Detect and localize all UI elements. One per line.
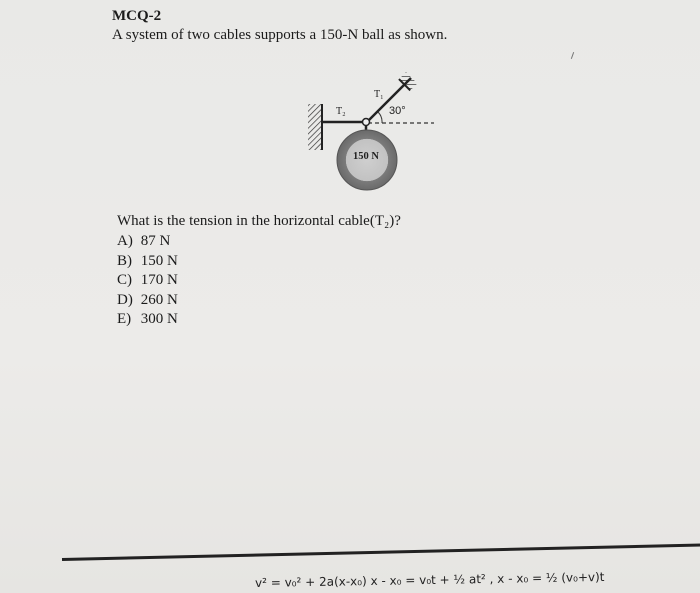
- answer-choices: [117, 232, 178, 330]
- t1-label: T₁: [374, 89, 384, 100]
- choice-c[interactable]: [117, 271, 178, 291]
- choice-text: 170 N: [140, 272, 178, 288]
- question-number: MCQ-2: [112, 8, 162, 24]
- junction-ring: [363, 119, 370, 126]
- question-prompt: What is the tension in the horizontal cable(T₂)?: [117, 213, 401, 229]
- choice-d[interactable]: [117, 291, 178, 311]
- pen-mark: [571, 52, 574, 59]
- angle-arc: [378, 112, 382, 123]
- choice-e[interactable]: [117, 310, 178, 330]
- choice-text: 87 N: [140, 233, 171, 249]
- t2-label: T₂: [336, 106, 346, 117]
- weight-label: 150 N: [353, 151, 379, 162]
- footer-divider: [62, 542, 700, 561]
- choice-b[interactable]: [117, 252, 178, 272]
- formula-strip: v² = v₀² + 2a(x-x₀) x - x₀ = v₀t + ½ at² , x - x₀ = ½ (v₀+v)t: [254, 569, 605, 591]
- angle-label: 30°: [389, 105, 406, 117]
- left-wall-support: [308, 104, 322, 150]
- choice-letter: B): [117, 252, 132, 269]
- cable-ball-diagram: [298, 70, 438, 205]
- choice-letter: C): [117, 272, 132, 288]
- choice-text: 300 N: [140, 311, 178, 327]
- question-stem: A system of two cables supports a 150-N ball as shown.: [112, 27, 448, 43]
- choice-a[interactable]: [117, 232, 178, 252]
- choice-letter: A): [117, 233, 133, 249]
- choice-text: 260 N: [140, 291, 178, 308]
- choice-letter: D): [117, 291, 133, 308]
- choice-letter: E): [117, 311, 132, 327]
- choice-text: 150 N: [140, 252, 178, 269]
